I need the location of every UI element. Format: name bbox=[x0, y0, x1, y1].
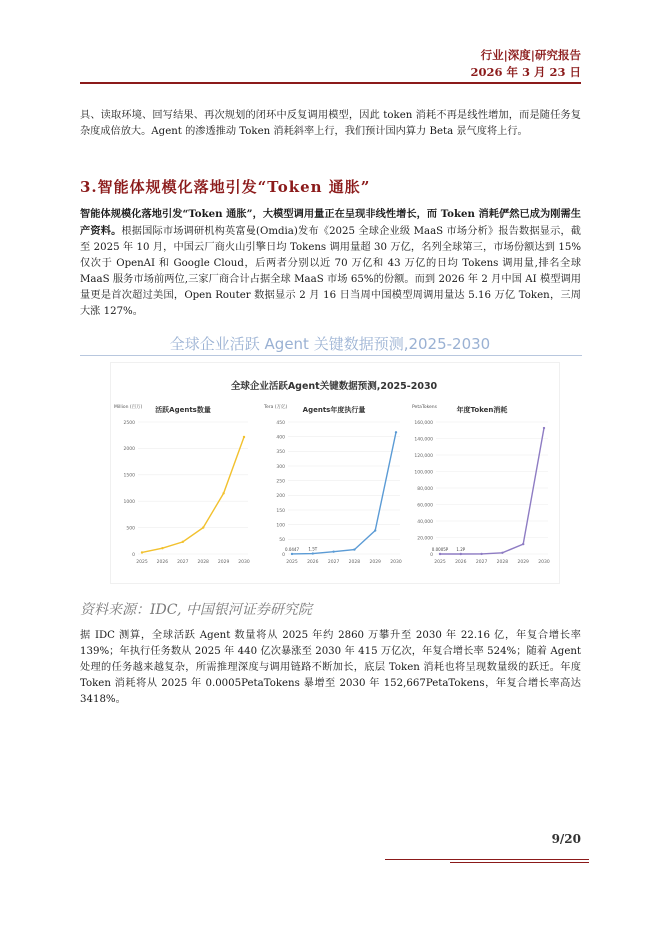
chart-0-xtick: 2027 bbox=[177, 560, 189, 565]
chart-2-point bbox=[460, 553, 462, 555]
chart-2-ytick: 20,000 bbox=[417, 536, 433, 542]
chart-1-xtick: 2026 bbox=[307, 560, 319, 565]
header-divider bbox=[80, 82, 581, 84]
chart-1-point bbox=[374, 529, 376, 531]
chart-0-xtick: 2030 bbox=[238, 560, 250, 565]
chart-2-point bbox=[522, 543, 524, 545]
chart-1-xtick: 2030 bbox=[390, 560, 402, 565]
chart-1-ytick: 250 bbox=[276, 479, 285, 485]
intro-paragraph: 具、读取环境、回写结果、再次规划的闭环中反复调用模型，因此 token 消耗不再是线性增加，而是随任务复杂度成倍放大。Agent 的渗透推动 Token 消耗斜率上行，我们预计国内算力 Beta 景气度将上行。 bbox=[80, 110, 581, 137]
chart-2-ytick: 60,000 bbox=[417, 503, 433, 509]
chart-2-ytick: 140,000 bbox=[414, 437, 433, 443]
chart-0-ytick: 2000 bbox=[123, 447, 135, 453]
section-paragraph bbox=[80, 206, 581, 320]
figure-rule bbox=[80, 355, 582, 356]
chart-2-xtick: 2027 bbox=[475, 560, 488, 565]
section-lead: 智能体规模化落地引发“Token 通胀”，大模型调用量正在呈现非线性增长，而 Token 消耗俨然已成为刚需生产资料。 bbox=[80, 208, 581, 237]
chart-0-series-line bbox=[142, 437, 244, 552]
chart-0-title: 活跃Agents数量 bbox=[155, 406, 211, 414]
chart-2-xtick: 2025 bbox=[434, 560, 446, 565]
chart-1-ytick: 400 bbox=[276, 435, 285, 441]
chart-1-unit-label: Tera (万亿) bbox=[264, 405, 288, 410]
chart-0-point bbox=[243, 436, 245, 438]
chart-0-point bbox=[202, 526, 204, 528]
chart-0-point bbox=[141, 551, 143, 553]
chart-2-point bbox=[543, 427, 545, 429]
chart-1-ytick: 50 bbox=[279, 538, 285, 544]
page-number: 9/20 bbox=[551, 832, 581, 846]
chart-0-point bbox=[182, 541, 184, 543]
analysis-paragraph: 据 IDC 测算，全球活跃 Agent 数量将从 2025 年约 2860 万攀升至 2030 年 22.16 亿，年复合增长率 139%；年执行任务数从 2025 年 440 亿次暴涨至 2030 年 415 万亿次，年复合增长率 524%；随着 Agent 处理的任务越来越复杂，所需推理深度与调用链路不断加长，底层 Token 消耗也将呈现数量级的跃迁。年度 Token 消耗将从 2025 年 0.0005PetaTokens 暴增至 2030 年 152,667PetaTokens，年复合增长率高达 3418%。 bbox=[80, 630, 581, 705]
chart-0-ytick: 1000 bbox=[123, 500, 135, 505]
chart-1-xtick: 2028 bbox=[348, 560, 361, 565]
chart-2-data-label: 0.0005P bbox=[431, 547, 449, 552]
chart-2-xtick: 2030 bbox=[538, 560, 550, 565]
chart-1-xtick: 2027 bbox=[327, 560, 340, 565]
header-date: 2026 年 3 月 23 日 bbox=[470, 65, 581, 79]
figure-inner-title: 全球企业活跃Agent关键数据预测,2025-2030 bbox=[230, 381, 438, 392]
chart-0-unit-label: Million (百万) bbox=[114, 405, 143, 410]
chart-0-xtick: 2025 bbox=[136, 560, 148, 565]
chart-2-ytick: 40,000 bbox=[417, 519, 433, 525]
chart-0-xtick: 2028 bbox=[197, 560, 209, 565]
figure-title: 全球企业活跃 Agent 关键数据预测,2025-2030 bbox=[169, 335, 491, 353]
chart-1-title: Agents年度执行量 bbox=[302, 406, 366, 414]
chart-1-point bbox=[291, 553, 293, 555]
chart-2-xtick: 2029 bbox=[517, 560, 529, 565]
chart-2-xtick: 2028 bbox=[496, 560, 509, 565]
chart-1-ytick: 300 bbox=[276, 464, 285, 470]
header-report-type: 行业|深度|研究报告 bbox=[480, 48, 581, 62]
chart-0-ytick: 1500 bbox=[123, 473, 135, 479]
chart-0-point bbox=[161, 547, 163, 549]
chart-1-ytick: 150 bbox=[276, 508, 285, 514]
chart-1-point bbox=[353, 548, 355, 550]
chart-2-xtick: 2026 bbox=[455, 560, 467, 565]
chart-1-point bbox=[332, 550, 334, 552]
chart-1-point bbox=[312, 552, 314, 554]
chart-2-ytick: 120,000 bbox=[414, 453, 433, 459]
chart-1-ytick: 200 bbox=[276, 494, 285, 500]
chart-2-ytick: 80,000 bbox=[417, 486, 433, 492]
chart-2-point bbox=[439, 553, 441, 555]
chart-2-ytick: 160,000 bbox=[414, 420, 433, 426]
chart-0-point bbox=[222, 492, 224, 494]
chart-2-ytick: 100,000 bbox=[414, 470, 433, 476]
chart-2-point bbox=[501, 552, 503, 554]
chart-0-xtick: 2026 bbox=[156, 560, 169, 565]
chart-1-point bbox=[395, 431, 397, 433]
section-body: 根据国际市场调研机构英富曼(Omdia)发布《2025 全球企业级 MaaS 市场分析》报告数据显示，截至 2025 年 10 月，中国云厂商火山引擎日均 Tokens 调用量超 30 万亿，名列全球第三，市场份额达到 15%仅次于 OpenAI 和 Google Cloud，后两者分别以近 70 万亿和 43 万亿的日均 Tokens 调用量,排名全球 MaaS 服务市场前两位,三家厂商合计占据全球 MaaS 市场 65%的份额。而到 2026 年 2 月中国 AI 模型调用量更是首次超过美国，Open Router 数据显示 2 月 16 日当周中国模型周调用量达 5.16 万亿 Token，三周大涨 127%。 bbox=[80, 226, 582, 317]
chart-1-ytick: 100 bbox=[276, 523, 285, 529]
footer-line bbox=[385, 859, 589, 860]
figure-source: 资料来源：IDC, 中国银河证券研究院 bbox=[80, 602, 312, 618]
chart-0-ytick: 2500 bbox=[123, 420, 135, 426]
section-title: 3.智能体规模化落地引发“Token 通胀” bbox=[80, 178, 371, 196]
chart-1-xtick: 2029 bbox=[369, 560, 381, 565]
chart-2-unit-label: PetaTokens bbox=[412, 405, 437, 410]
chart-1-ytick: 450 bbox=[276, 420, 285, 426]
chart-0-xtick: 2029 bbox=[217, 560, 230, 565]
chart-2-data-label: 1.2P bbox=[456, 546, 466, 552]
chart-1-data-label: 1.5T bbox=[308, 546, 318, 552]
charts-svg bbox=[110, 392, 558, 578]
chart-1-series-line bbox=[292, 432, 396, 554]
chart-1-ytick: 350 bbox=[276, 450, 285, 456]
chart-0-ytick: 0 bbox=[132, 552, 135, 558]
chart-2-series-line bbox=[440, 428, 544, 554]
chart-2-point bbox=[480, 553, 482, 555]
chart-2-ytick: 0 bbox=[430, 552, 433, 558]
footer-line-accent bbox=[450, 862, 589, 863]
chart-1-ytick: 0 bbox=[282, 552, 285, 558]
chart-2-title: 年度Token消耗 bbox=[456, 406, 508, 414]
chart-0-ytick: 500 bbox=[126, 526, 135, 532]
chart-1-data-label: 0.0447 bbox=[285, 546, 299, 552]
chart-1-xtick: 2025 bbox=[286, 560, 298, 565]
